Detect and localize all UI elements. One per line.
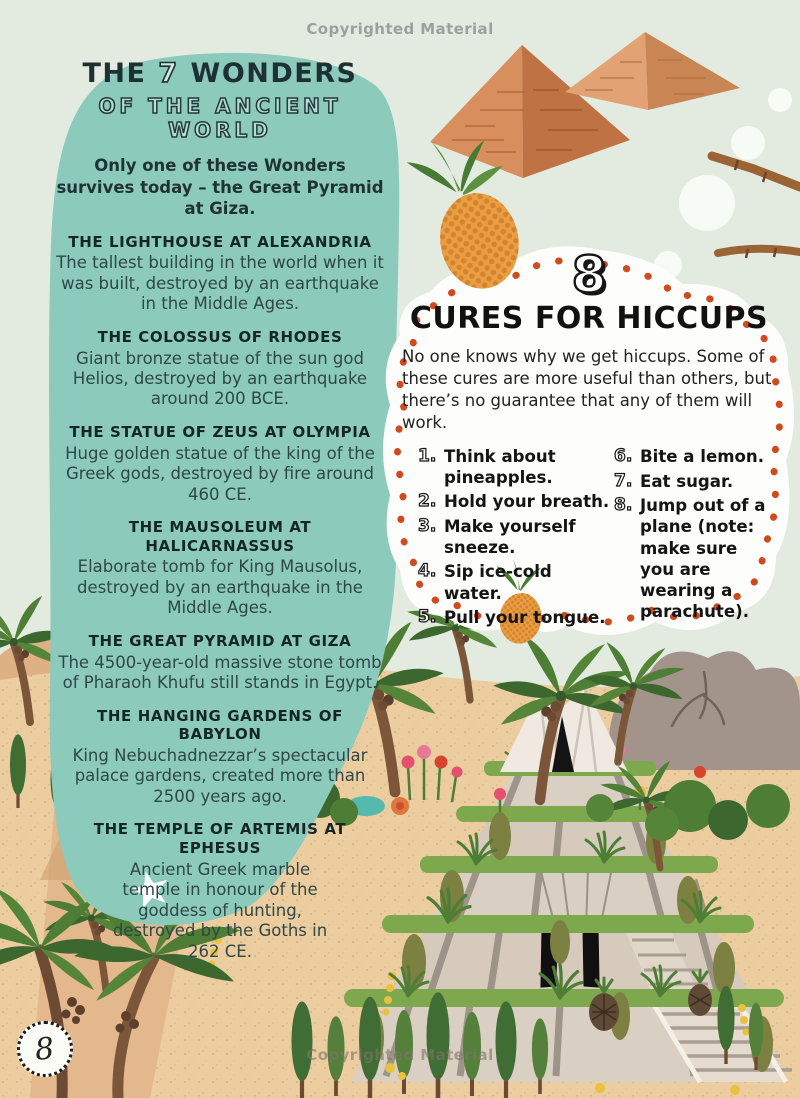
hiccups-list-right — [614, 446, 776, 632]
list-item: 6. Bite a lemon. — [614, 445, 765, 466]
wonder-heading: THE HANGING GARDENS OF BABYLON — [97, 706, 343, 744]
wonder-body: Ancient Greek marble temple in honour of the goddess of hunting, destroyed by the Goths in 262 CE. — [112, 859, 328, 961]
wonder-entry — [55, 518, 385, 619]
wonder-heading: THE MAUSOLEUM AT HALICARNASSUS — [128, 517, 312, 555]
hiccups-list-left — [418, 446, 614, 632]
list-item: 7. Eat sugar. — [614, 470, 734, 491]
wonder-entry — [55, 632, 385, 694]
wonders-title-number: 7 — [158, 58, 179, 89]
wonder-heading: THE GREAT PYRAMID AT GIZA — [88, 631, 352, 650]
hiccups-list — [398, 446, 780, 632]
list-item: 4. Sip ice-cold water. — [418, 561, 552, 603]
hiccups-intro: No one knows why we get hiccups. Some of these cures are more useful than others, but there’s no guarantee that any of them will work. — [402, 347, 772, 432]
wonder-heading: THE STATUE OF ZEUS AT OLYMPIA — [69, 422, 371, 441]
wonder-entry — [55, 820, 385, 962]
wonder-entry — [55, 423, 385, 505]
wonder-body: Elaborate tomb for King Mausolus, destroyed by an earthquake in the Middle Ages. — [77, 557, 363, 618]
page-number: 8 — [33, 1030, 57, 1068]
wonders-title: THE 7 WONDERS — [82, 58, 358, 89]
wonder-body: Huge golden statue of the king of the Greek gods, destroyed by fire around 460 CE. — [65, 443, 375, 504]
wonders-panel — [55, 60, 385, 962]
list-item: 2. Hold your breath. — [418, 491, 610, 512]
wonders-subtitle: OF THE ANCIENT WORLD — [98, 94, 342, 143]
wonder-entry — [55, 707, 385, 808]
wonder-entry — [55, 233, 385, 315]
hiccups-number: 8 — [571, 246, 607, 304]
wonder-entry — [55, 328, 385, 410]
wonders-intro: Only one of these Wonders survives today – the Great Pyramid at Giza. — [56, 156, 384, 219]
list-item: 3. Make yourself sneeze. — [418, 515, 576, 558]
wonder-body: King Nebuchadnezzar’s spectacular palace gardens, created more than 2500 years ago. — [72, 746, 368, 806]
wonder-heading: THE COLOSSUS OF RHODES — [97, 327, 343, 346]
copyright-notice-bottom: Copyrighted Material — [306, 1046, 494, 1064]
wonder-heading: THE TEMPLE OF ARTEMIS AT EPHESUS — [93, 820, 347, 858]
wonder-body: The tallest building in the world when it was built, destroyed by an earthquake in the Middle Ages. — [56, 253, 384, 314]
list-item: 5. Pull your tongue. — [418, 606, 606, 627]
hiccups-title: CURES FOR HICCUPS — [409, 301, 769, 336]
wonder-body: Giant bronze statue of the sun god Helios, destroyed by an earthquake around 200 BCE. — [72, 348, 368, 409]
list-item: 8. Jump out of a plane (note: make sure you are wearing a parachute). — [614, 495, 766, 622]
list-item: 1. Think about pineapples. — [418, 445, 556, 487]
copyright-notice-top: Copyrighted Material — [306, 20, 494, 38]
wonder-body: The 4500-year-old massive stone tomb of Pharaoh Khufu still stands in Egypt. — [58, 652, 382, 693]
wonder-heading: THE LIGHTHOUSE AT ALEXANDRIA — [68, 232, 372, 251]
hiccups-panel — [398, 246, 780, 632]
